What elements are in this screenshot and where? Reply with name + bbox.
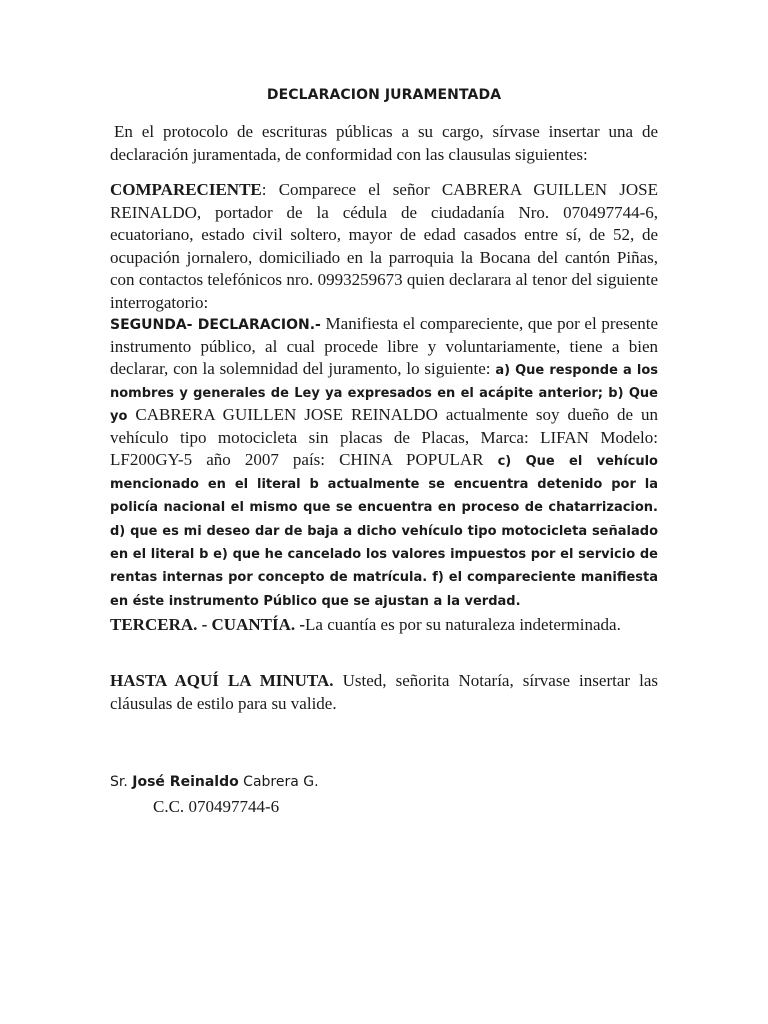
signature-name	[110, 774, 319, 790]
hasta-label: HASTA AQUÍ LA MINUTA.	[110, 671, 334, 690]
segunda-paragraph	[110, 313, 658, 612]
hasta-text: Usted, señorita Notaría, sírvase insertar las cláusulas de estilo para su valide.	[110, 671, 658, 713]
signature-cc-label: C.C.	[153, 797, 185, 816]
signature-cc	[153, 797, 279, 817]
compareciente-label: COMPARECIENTE	[110, 180, 262, 199]
segunda-bold-2: c) Que el vehículo mencionado en el literal b actualmente se encuentra detenido por la policía nacional el mismo que se encuentra en proceso de chatarrizacion. d) que es mi deseo dar de baja a dicho vehículo tipo motocicleta señalado en el literal b e) que he cancelado los valores impuestos por el servicio de rentas internas por concepto de matrícula. f) el compareciente manifiesta en éste instrumento Público que se ajustan a la verdad.	[110, 453, 658, 609]
segunda-text-1: Manifiesta el compareciente, que por el presente instrumento público, al cual procede libre y voluntariamente, tiene a bien declarar, con la solemnidad del juramento, lo siguiente:	[110, 314, 658, 378]
signature-name-bold: José Reinaldo	[132, 774, 239, 790]
segunda-bold-1: a) Que responde a los nombres y generales de Ley ya expresados en el acápite anterior; b) Que yo	[110, 362, 659, 425]
signature-cc-number: 070497744-6	[184, 797, 280, 816]
segunda-text-2: CABRERA GUILLEN JOSE REINALDO actualmente soy dueño de un vehículo tipo motocicleta sin placas de Placas, Marca: LIFAN Modelo: LF200GY-5 año 2007 país: CHINA POPULAR	[110, 405, 658, 469]
segunda-label: SEGUNDA- DECLARACION.-	[110, 317, 321, 333]
intro-paragraph: En el protocolo de escrituras públicas a su cargo, sírvase insertar una de declaración juramentada, de conformidad con las clausulas siguientes:	[110, 122, 658, 164]
tercera-paragraph	[110, 614, 658, 637]
signature-name-rest: Cabrera G.	[238, 774, 319, 790]
signature-prefix: Sr.	[110, 774, 133, 790]
compareciente-text: : Comparece el señor CABRERA GUILLEN JOSE REINALDO, portador de la cédula de ciudadanía Nro. 070497744-6, ecuatoriano, estado civil soltero, mayor de edad casados entre sí, de 52, de ocupación jornalero, domiciliado en la parroquia la Bocana del cantón Piñas, con contactos telefónicos nro. 0993259673 quien declarara al tenor del siguiente interrogatorio:	[110, 180, 658, 312]
tercera-text: La cuantía es por su naturaleza indeterminada.	[305, 615, 621, 634]
tercera-label: TERCERA. - CUANTÍA. -	[110, 615, 306, 634]
hasta-paragraph	[110, 670, 658, 715]
document-title: DECLARACION JURAMENTADA	[266, 87, 502, 103]
compareciente-paragraph	[110, 179, 658, 314]
